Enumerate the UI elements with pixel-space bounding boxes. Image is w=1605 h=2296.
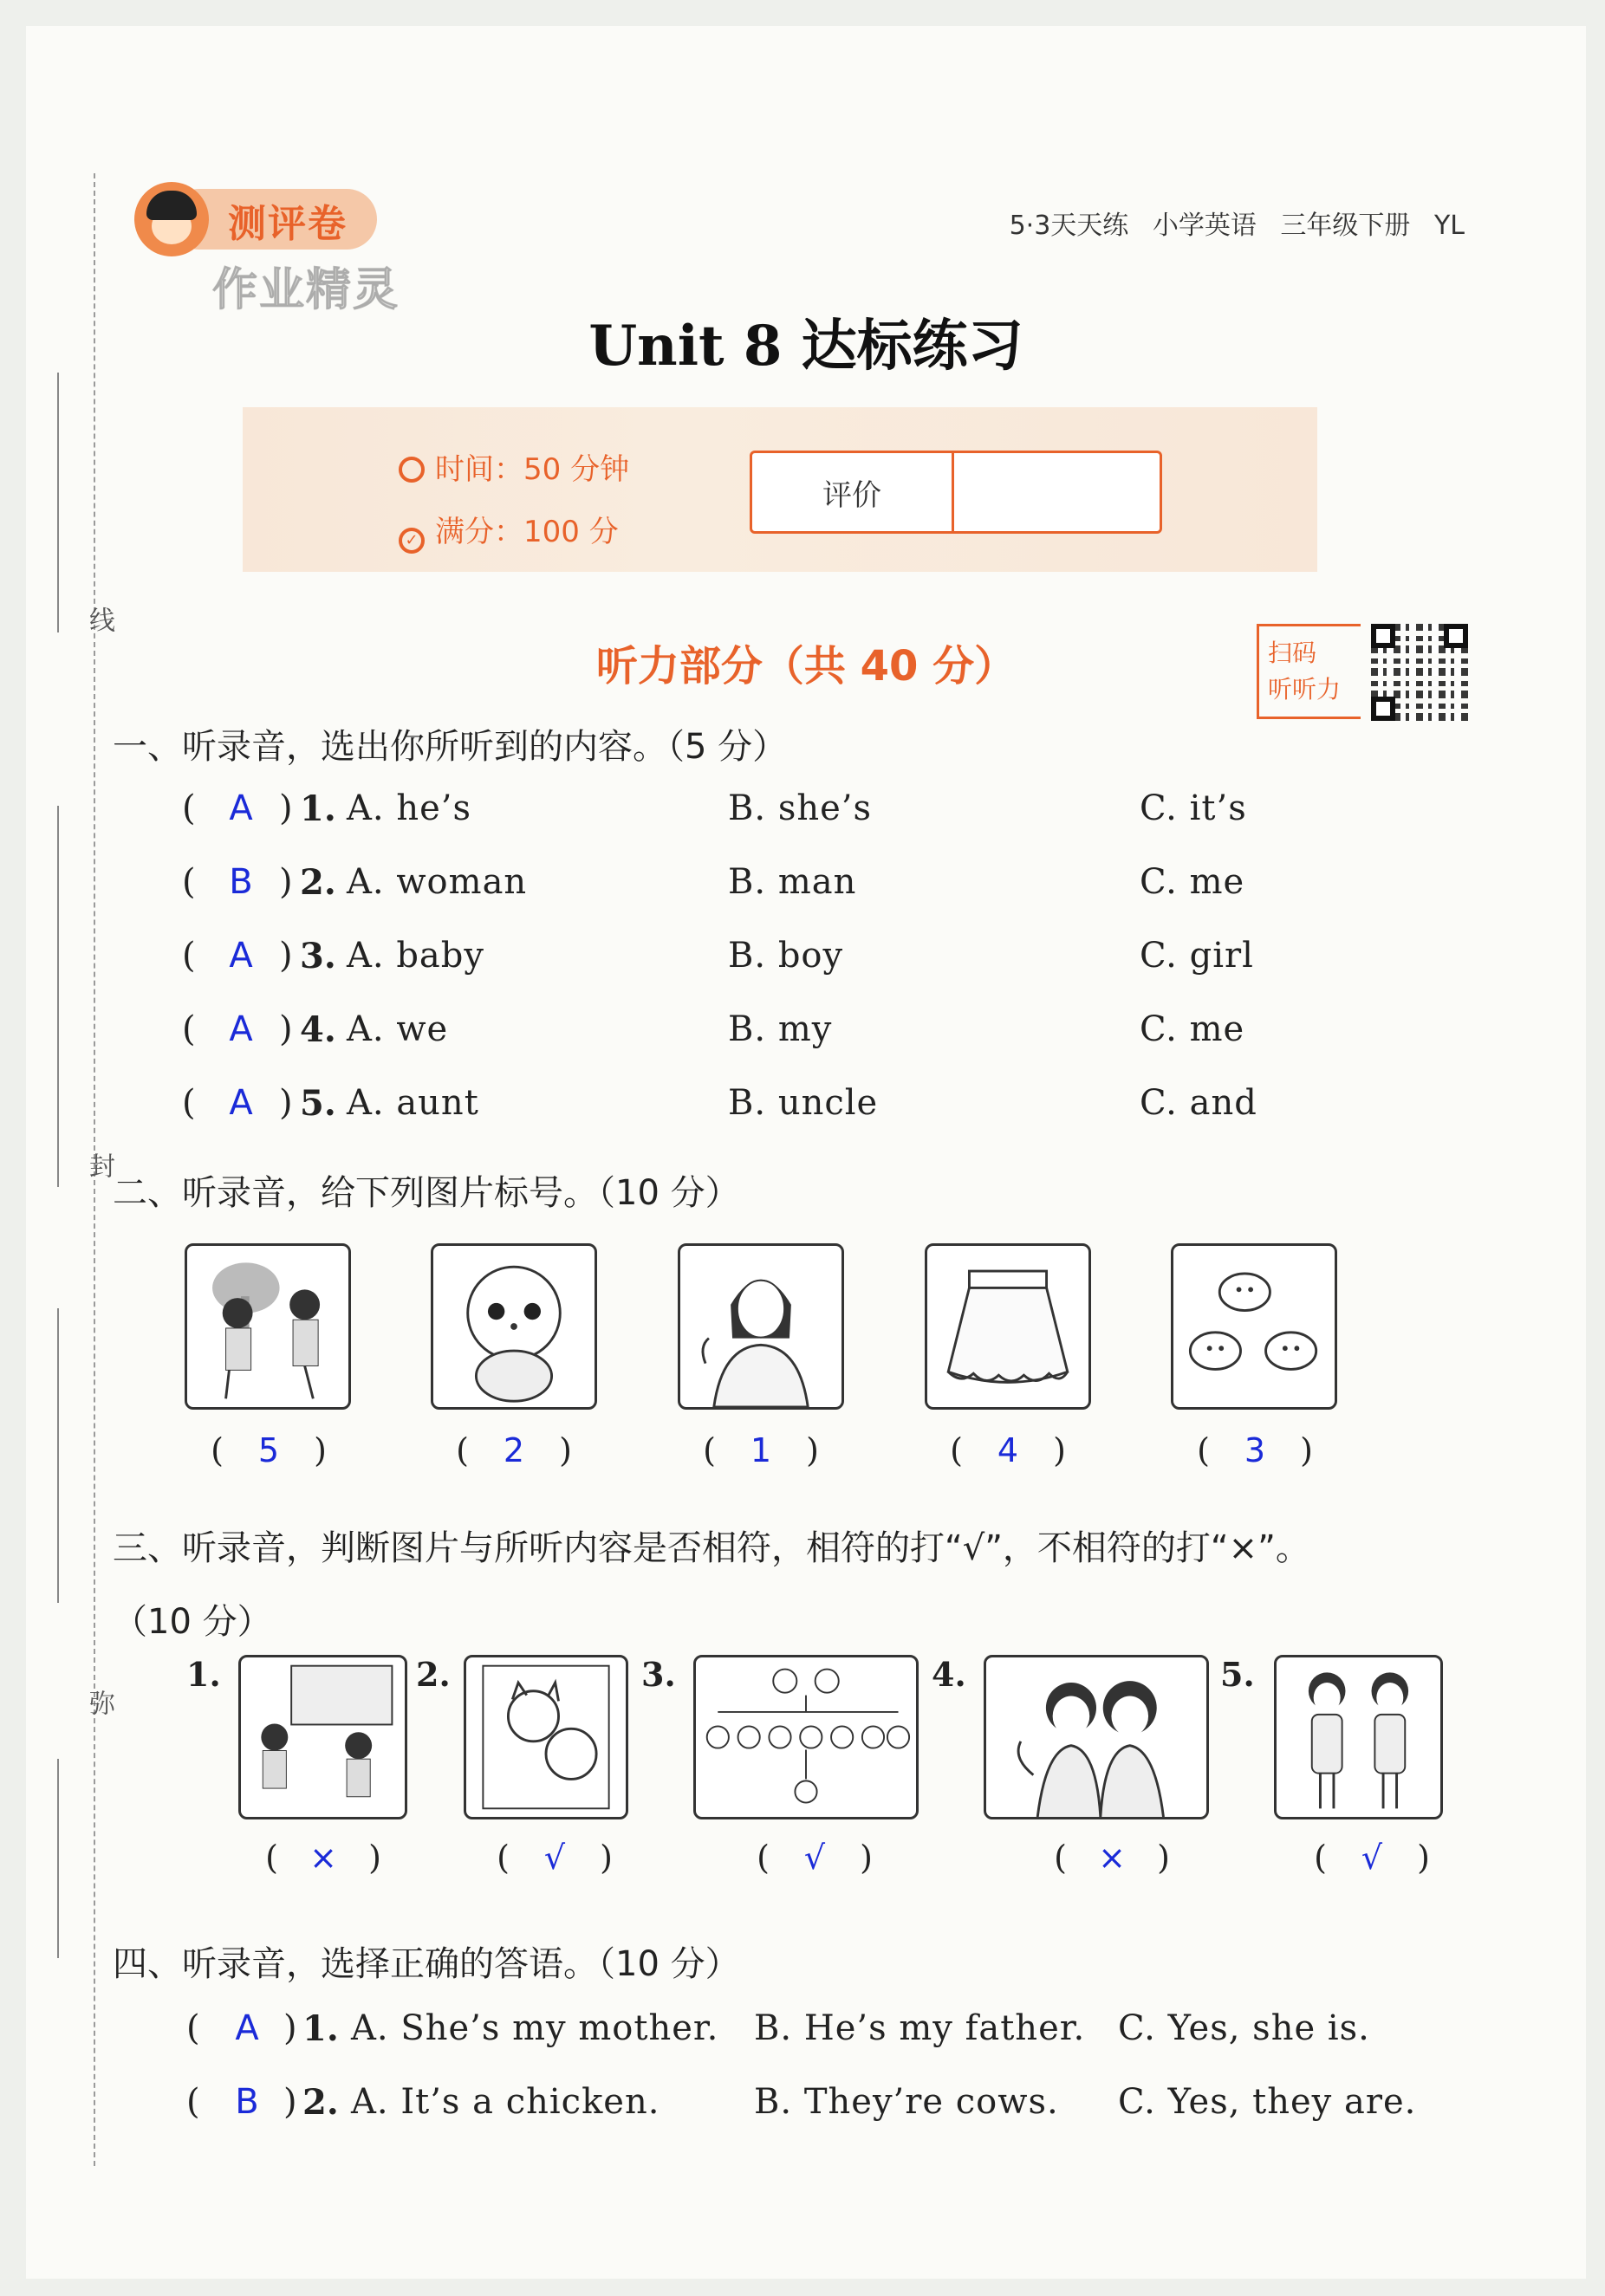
answer-choice[interactable]: B xyxy=(229,862,253,902)
edition-code: YL xyxy=(1433,211,1465,241)
option-b: B. They’re cows. xyxy=(754,2082,1059,2122)
section3-answer-5[interactable]: ( √ ) xyxy=(1314,1839,1430,1877)
qr-code-block[interactable] xyxy=(1257,624,1473,728)
binding-char-mi: 弥 xyxy=(84,1690,114,1716)
question-number: 5. xyxy=(300,1083,336,1124)
grade-name: 三年级下册 xyxy=(1280,211,1411,241)
baby-picture xyxy=(431,1243,597,1410)
info-box xyxy=(243,407,1317,572)
question-number: 4. xyxy=(300,1009,336,1050)
option-c: C. me xyxy=(1140,1009,1245,1049)
section3-answer-4[interactable]: ( × ) xyxy=(1054,1839,1170,1877)
section3-answer-1[interactable]: ( × ) xyxy=(265,1839,381,1877)
section2-answer-5[interactable]: ( 3 ) xyxy=(1197,1431,1313,1469)
answer-choice[interactable]: A xyxy=(229,1009,253,1049)
evaluation-field[interactable] xyxy=(954,453,1160,531)
answer-choice[interactable]: A xyxy=(229,788,253,828)
section2-answer-3[interactable]: ( 1 ) xyxy=(703,1431,819,1469)
time-limit: 时间：50 分钟 xyxy=(399,445,629,488)
evaluation-label: 评价 xyxy=(752,453,954,531)
page-title: Unit 8 达标练习 xyxy=(588,314,1023,379)
watermark-text: 作业精灵 xyxy=(212,264,400,316)
question-number: 1. xyxy=(302,2008,339,2049)
binding-rule xyxy=(57,1308,59,1603)
worksheet-page xyxy=(26,26,1586,2279)
answer-choice[interactable]: A xyxy=(235,2008,259,2048)
section3-num-3: 3. xyxy=(641,1655,676,1694)
section3-num-4: 4. xyxy=(932,1655,966,1694)
binding-rule xyxy=(57,1759,59,1958)
pigs-picture xyxy=(1171,1243,1337,1410)
section3-heading-score: （10 分） xyxy=(113,1602,272,1642)
option-c: C. Yes, they are. xyxy=(1118,2082,1417,2122)
clock-icon xyxy=(399,457,425,483)
greeting-picture xyxy=(984,1655,1209,1819)
subject-name: 小学英语 xyxy=(1152,211,1257,241)
skirt-picture xyxy=(925,1243,1091,1410)
section1-item-2: ( B ) 2. A. woman B. man C. me xyxy=(182,862,1245,903)
evaluation-box xyxy=(750,451,1162,534)
section3-num-5: 5. xyxy=(1220,1655,1255,1694)
badge-label: 测评卷 xyxy=(228,202,348,246)
two-girls-picture xyxy=(185,1243,351,1410)
section3-heading: 三、听录音，判断图片与所听内容是否相符，相符的打“√”，不相符的打“×”。 xyxy=(113,1528,1310,1568)
family-tree-picture xyxy=(693,1655,919,1819)
section2-heading: 二、听录音，给下列图片标号。（10 分） xyxy=(113,1173,740,1213)
option-b: B. He’s my father. xyxy=(754,2008,1086,2048)
answer-choice[interactable]: A xyxy=(229,936,253,976)
listening-section-title: 听力部分（共 40 分） xyxy=(595,642,1017,691)
question-number: 3. xyxy=(300,936,336,976)
cats-picture xyxy=(464,1655,628,1819)
option-a: A. we xyxy=(347,1009,449,1049)
check-circle-icon: ✓ xyxy=(399,528,425,554)
section2-answer-4[interactable]: ( 4 ) xyxy=(950,1431,1066,1469)
answer-choice[interactable]: B xyxy=(235,2082,259,2122)
section3-answer-3[interactable]: ( √ ) xyxy=(757,1839,873,1877)
section3-num-2: 2. xyxy=(416,1655,451,1694)
section3-answer-2[interactable]: ( √ ) xyxy=(497,1839,613,1877)
binding-rule xyxy=(57,806,59,1187)
section2-answer-1[interactable]: ( 5 ) xyxy=(211,1431,327,1469)
option-b: B. my xyxy=(728,1009,833,1049)
option-c: C. Yes, she is. xyxy=(1118,2008,1370,2048)
option-c: C. me xyxy=(1140,862,1245,902)
option-a: A. She’s my mother. xyxy=(351,2008,719,2048)
full-score: ✓ 满分：100 分 xyxy=(399,508,619,554)
book-info xyxy=(1010,204,1465,242)
qr-hint: 扫码 听听力 xyxy=(1257,624,1361,719)
section1-item-5: ( A ) 5. A. aunt B. uncle C. and xyxy=(182,1083,1257,1124)
section1-item-1: ( A ) 1. A. he’s B. she’s C. it’s xyxy=(182,788,1247,829)
section4-heading: 四、听录音，选择正确的答语。（10 分） xyxy=(113,1944,740,1984)
binding-rule xyxy=(57,373,59,632)
option-a: A. It’s a chicken. xyxy=(351,2082,660,2122)
section4-item-1: ( A ) 1. A. She’s my mother. B. He’s my father. C. Yes, she is. xyxy=(186,2008,1370,2049)
series-name: 5·3天天练 xyxy=(1009,211,1129,241)
section2-answer-2[interactable]: ( 2 ) xyxy=(456,1431,572,1469)
section1-item-4: ( A ) 4. A. we B. my C. me xyxy=(182,1009,1245,1050)
option-b: B. she’s xyxy=(728,788,873,828)
question-number: 2. xyxy=(302,2082,339,2123)
option-b: B. uncle xyxy=(728,1083,879,1123)
woman-picture xyxy=(678,1243,844,1410)
answer-choice[interactable]: A xyxy=(229,1083,253,1123)
option-c: C. and xyxy=(1140,1083,1257,1123)
cartoon-boy-icon xyxy=(134,182,209,256)
question-number: 1. xyxy=(300,788,336,829)
two-girls-standing-picture xyxy=(1274,1655,1443,1819)
option-a: A. aunt xyxy=(347,1083,479,1123)
option-a: A. baby xyxy=(347,936,484,976)
option-c: C. it’s xyxy=(1140,788,1247,828)
test-badge xyxy=(134,182,379,256)
option-c: C. girl xyxy=(1140,936,1254,976)
section1-item-3: ( A ) 3. A. baby B. boy C. girl xyxy=(182,936,1254,976)
binding-char-feng: 封 xyxy=(84,1152,114,1178)
option-b: B. man xyxy=(728,862,857,902)
binding-char-xian: 线 xyxy=(84,606,114,632)
option-b: B. boy xyxy=(728,936,844,976)
section3-num-1: 1. xyxy=(186,1655,221,1694)
option-a: A. he’s xyxy=(347,788,471,828)
section4-item-2: ( B ) 2. A. It’s a chicken. B. They’re cows. C. Yes, they are. xyxy=(186,2082,1417,2123)
section1-heading: 一、听录音，选出你所听到的内容。（5 分） xyxy=(113,727,788,767)
question-number: 2. xyxy=(300,862,336,903)
option-a: A. woman xyxy=(347,862,528,902)
classroom-picture xyxy=(238,1655,407,1819)
